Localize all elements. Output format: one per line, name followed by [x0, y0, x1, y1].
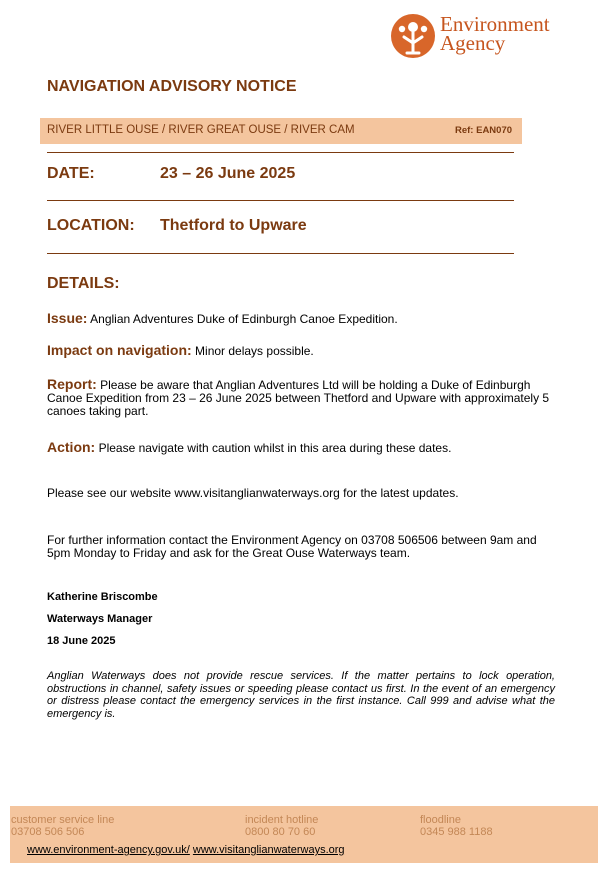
date-value: 23 – 26 June 2025 — [160, 165, 296, 182]
details-heading: DETAILS: — [47, 275, 120, 292]
contact-note: For further information contact the Environment Agency on 03708 506506 between 9am and 5pm Monday to Friday and ask for the Great Ouse Waterways team. — [47, 533, 537, 560]
action-paragraph — [47, 441, 555, 455]
environment-agency-link[interactable]: www.environment-agency.gov.uk/ — [27, 844, 190, 856]
location-label: LOCATION: — [47, 217, 135, 234]
floodline-number: 0345 988 1188 — [420, 826, 493, 838]
divider — [47, 152, 514, 153]
issue-text: Anglian Adventures Duke of Edinburgh Canoe Expedition. — [90, 312, 398, 326]
notice-date: 18 June 2025 — [47, 635, 116, 647]
footer-links — [27, 844, 345, 856]
floodline-label: floodline — [420, 814, 461, 826]
date-label: DATE: — [47, 165, 95, 182]
logo-text: Environment Agency — [440, 12, 550, 55]
page-title: NAVIGATION ADVISORY NOTICE — [47, 78, 297, 95]
action-text: Please navigate with caution whilst in this area during these dates. — [98, 441, 452, 455]
environment-agency-logo-icon — [390, 13, 436, 59]
website-note: Please see our website www.visitanglianwaterways.org for the latest updates. — [47, 486, 459, 500]
impact-text: Minor delays possible. — [195, 344, 314, 358]
visit-anglian-waterways-link[interactable]: www.visitanglianwaterways.org — [192, 844, 345, 856]
report-label: Report: — [47, 376, 97, 392]
report-text: Please be aware that Anglian Adventures Ltd will be holding a Duke of Edinburgh Canoe Expedition from 23 – 26 June 2025 between Thetford and Upware with approximately 5 canoes taking part. — [47, 378, 550, 418]
incident-hotline-label: incident hotline — [245, 814, 319, 826]
issue-paragraph — [47, 312, 555, 326]
disclaimer: Anglian Waterways does not provide rescue services. If the matter pertains to lock operation, obstructions in channel, safety issues or speeding please contact us first. In the event of an emergency or distress please contact the emergency services in the first instance. Call 999 and advise what the emergency is. — [47, 670, 555, 720]
river-names: RIVER LITTLE OUSE / RIVER GREAT OUSE / RIVER CAM — [47, 124, 355, 136]
impact-label: Impact on navigation: — [47, 342, 192, 358]
impact-paragraph — [47, 344, 555, 358]
customer-service-label: customer service line — [11, 814, 115, 826]
issue-label: Issue: — [47, 310, 88, 326]
location-value: Thetford to Upware — [160, 217, 307, 234]
report-paragraph — [47, 378, 555, 418]
customer-service-number: 03708 506 506 — [11, 826, 85, 838]
signatory-role: Waterways Manager — [47, 613, 153, 625]
incident-hotline-number: 0800 80 70 60 — [245, 826, 316, 838]
divider — [47, 200, 514, 201]
signatory-name: Katherine Briscombe — [47, 591, 158, 603]
divider — [47, 253, 514, 254]
action-label: Action: — [47, 439, 96, 455]
reference-number: Ref: EAN070 — [455, 125, 513, 136]
